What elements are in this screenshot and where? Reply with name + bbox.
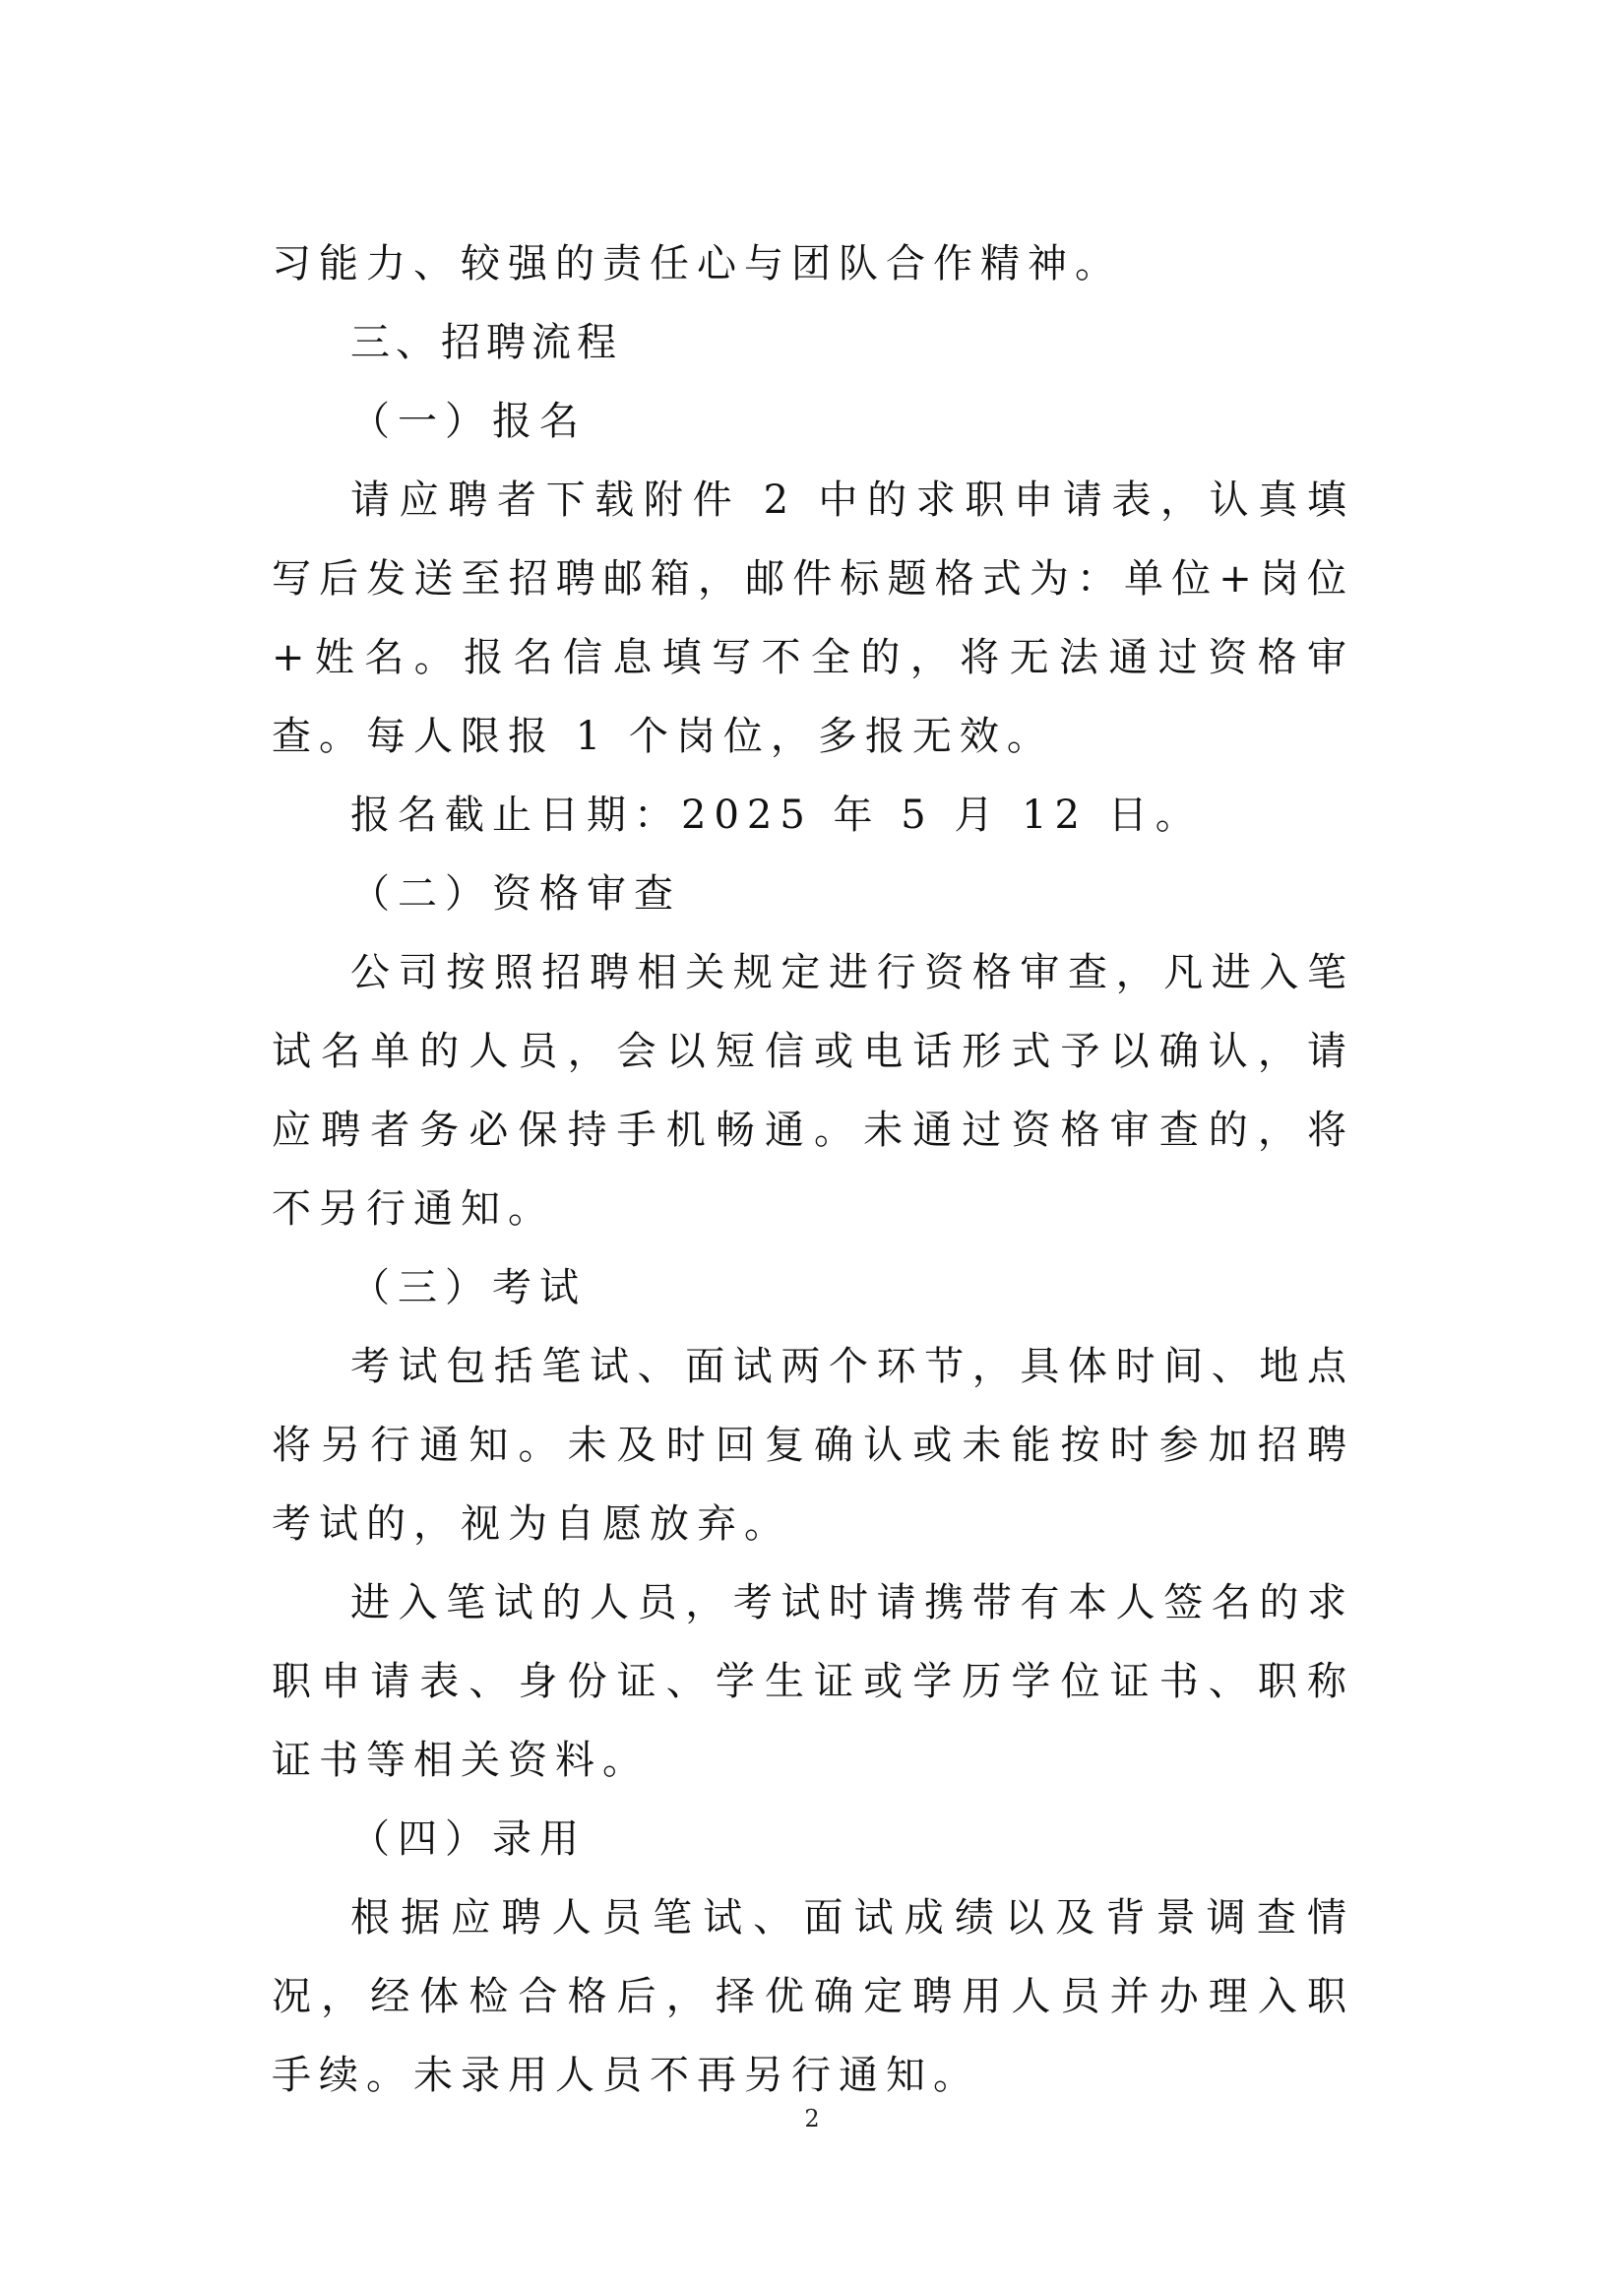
subheading-registration: （一）报名 bbox=[350, 399, 587, 444]
paragraph-exam-details: 考试包括笔试、面试两个环节，具体时间、地点将另行通知。未及时回复确认或未能按时参加招聘考试的，视为自愿放弃。 bbox=[272, 1344, 1354, 1547]
subheading-exam: （三）考试 bbox=[350, 1265, 587, 1310]
paragraph-continuation: 习能力、较强的责任心与团队合作精神。 bbox=[272, 241, 1122, 286]
paragraph-exam-materials: 进入笔试的人员，考试时请携带有本人签名的求职申请表、身份证、学生证或学历学位证书、职称证书等相关资料。 bbox=[272, 1580, 1354, 1783]
section-heading-recruitment-process: 三、招聘流程 bbox=[350, 320, 622, 365]
paragraph-employment: 根据应聘人员笔试、面试成绩以及背景调查情况，经体检合格后，择优确定聘用人员并办理入职手续。未录用人员不再另行通知。 bbox=[272, 1895, 1354, 2098]
subheading-qualification-review: （二）资格审查 bbox=[350, 871, 681, 917]
document-body bbox=[272, 224, 1354, 2115]
paragraph-registration-instructions: 请应聘者下载附件 2 中的求职申请表，认真填写后发送至招聘邮箱，邮件标题格式为：单位+岗位+姓名。报名信息填写不全的，将无法通过资格审查。每人限报 1 个岗位，多报无效。 bbox=[272, 477, 1354, 759]
page-number: 2 bbox=[804, 2105, 820, 2132]
paragraph-registration-deadline: 报名截止日期：2025 年 5 月 12 日。 bbox=[350, 793, 1203, 838]
paragraph-qualification-review: 公司按照招聘相关规定进行资格审查，凡进入笔试名单的人员，会以短信或电话形式予以确认，请应聘者务必保持手机畅通。未通过资格审查的，将不另行通知。 bbox=[272, 950, 1354, 1232]
subheading-employment: （四）录用 bbox=[350, 1816, 587, 1862]
